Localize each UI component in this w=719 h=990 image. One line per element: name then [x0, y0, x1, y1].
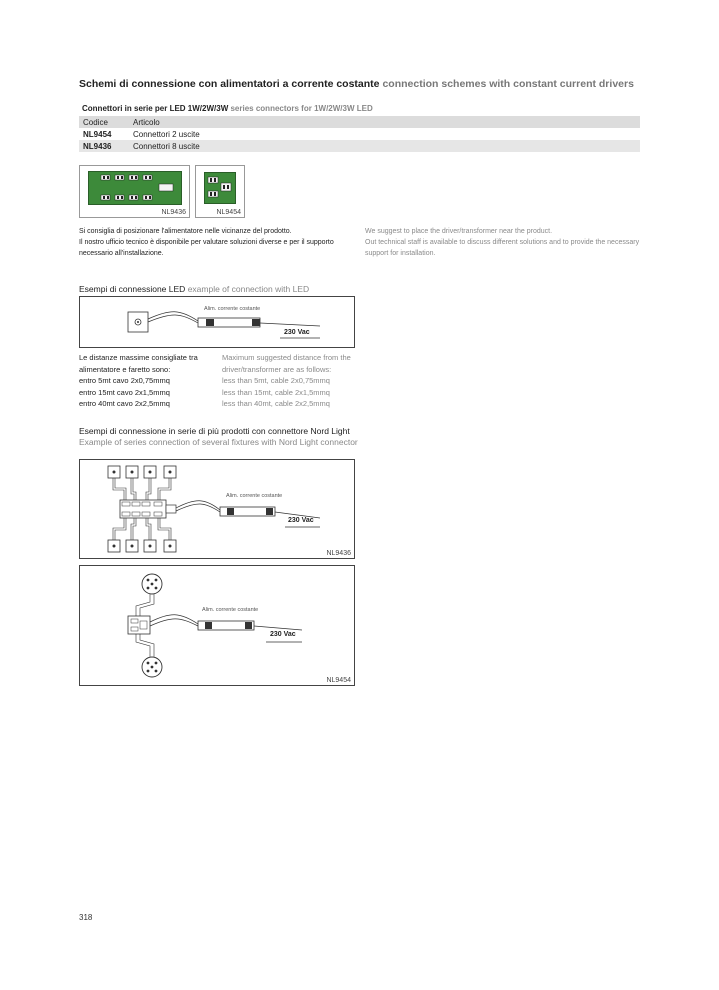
series-example-heading: [79, 426, 358, 448]
series-diagram-nl9436: [79, 459, 355, 559]
pcb-8-outputs-image: [88, 171, 182, 205]
row-article: Connettori 2 uscite: [129, 128, 640, 140]
page-title: [79, 78, 634, 90]
distances-en: [222, 352, 372, 410]
driver-label: Alim. corrente costante: [204, 306, 261, 312]
photo-caption: NL9454: [216, 209, 241, 216]
diagram-caption: NL9436: [326, 550, 351, 557]
advice-en-line: Out technical staff is available to discuss different solutions and to provide the necessary: [365, 239, 640, 246]
advice-en-line: support for installation.: [365, 250, 436, 257]
pcb-2-outputs-image: [204, 172, 236, 204]
distances-it: [79, 352, 219, 410]
series-example-heading-en: Example of series connection of several fixtures with Nord Light connector: [79, 437, 358, 447]
distance-line: entro 5mt cavo 2x0,75mmq: [79, 376, 170, 385]
distance-line: less than 15mt, cable 2x1,5mmq: [222, 387, 330, 397]
pcb-8-outputs-graphic: [89, 172, 181, 204]
distance-line: less than 40mt, cable 2x2,5mmq: [222, 399, 330, 408]
diagram-caption: NL9454: [326, 677, 351, 684]
series-example-heading-it: Esempi di connessione in serie di più prodotti con connettore Nord Light: [79, 426, 350, 436]
photo-nl9454: [195, 165, 245, 218]
connectors-heading-en: series connectors for 1W/2W/3W LED: [230, 104, 373, 113]
page-number: 318: [79, 913, 93, 922]
column-header-article: Articolo: [129, 116, 640, 128]
series-wiring-svg-2: [80, 566, 354, 685]
advice-it: [79, 226, 349, 259]
series-wiring-svg-1: [80, 460, 354, 558]
row-code: NL9454: [79, 128, 129, 140]
row-article: Connettori 8 uscite: [129, 140, 640, 152]
led-example-heading-en: example of connection with LED: [187, 284, 310, 294]
distance-line: Le distanze massime consigliate tra: [79, 353, 198, 362]
title-en: connection schemes with constant current drivers: [382, 78, 634, 90]
connectors-heading: [82, 104, 373, 113]
table-row: [79, 140, 640, 152]
driver-label: Alim. corrente costante: [226, 493, 283, 499]
distance-line: alimentatore e faretto sono:: [79, 364, 171, 374]
distance-line: less than 5mt, cable 2x0,75mmq: [222, 376, 330, 385]
photo-nl9436: [79, 165, 190, 218]
distance-line: entro 40mt cavo 2x2,5mmq: [79, 399, 170, 408]
title-it: Schemi di connessione con alimentatori a corrente costante: [79, 78, 380, 90]
column-header-code: Codice: [79, 116, 129, 128]
distance-line: Maximum suggested distance from the: [222, 353, 351, 362]
distance-line: driver/transformer are as follows:: [222, 364, 332, 374]
voltage-label: 230 Vac: [284, 329, 310, 336]
voltage-label: 230 Vac: [270, 631, 296, 638]
series-diagram-nl9454: [79, 565, 355, 686]
distance-line: entro 15mt cavo 2x1,5mmq: [79, 387, 170, 397]
advice-it-line: Si consiglia di posizionare l'alimentatore nelle vicinanze del prodotto.: [79, 228, 292, 235]
advice-en-line: We suggest to place the driver/transformer near the product.: [365, 228, 553, 235]
connectors-heading-it: Connettori in serie per LED 1W/2W/3W: [82, 104, 229, 113]
led-example-heading-it: Esempi di connessione LED: [79, 284, 186, 294]
connectors-table: [79, 116, 640, 152]
driver-label: Alim. corrente costante: [202, 607, 259, 613]
led-connection-diagram: [79, 296, 355, 348]
led-wiring-svg: [80, 297, 354, 347]
table-header-row: [79, 116, 640, 128]
led-example-heading: [79, 284, 309, 294]
voltage-label: 230 Vac: [288, 517, 314, 524]
pcb-2-outputs-graphic: [205, 173, 235, 203]
advice-it-line: Il nostro ufficio tecnico è disponibile per valutare soluzioni diverse e per il supporto: [79, 239, 334, 246]
advice-en: [365, 226, 645, 259]
table-row: [79, 128, 640, 140]
advice-it-line: necessario all'installazione.: [79, 250, 164, 257]
photo-caption: NL9436: [161, 209, 186, 216]
row-code: NL9436: [79, 140, 129, 152]
